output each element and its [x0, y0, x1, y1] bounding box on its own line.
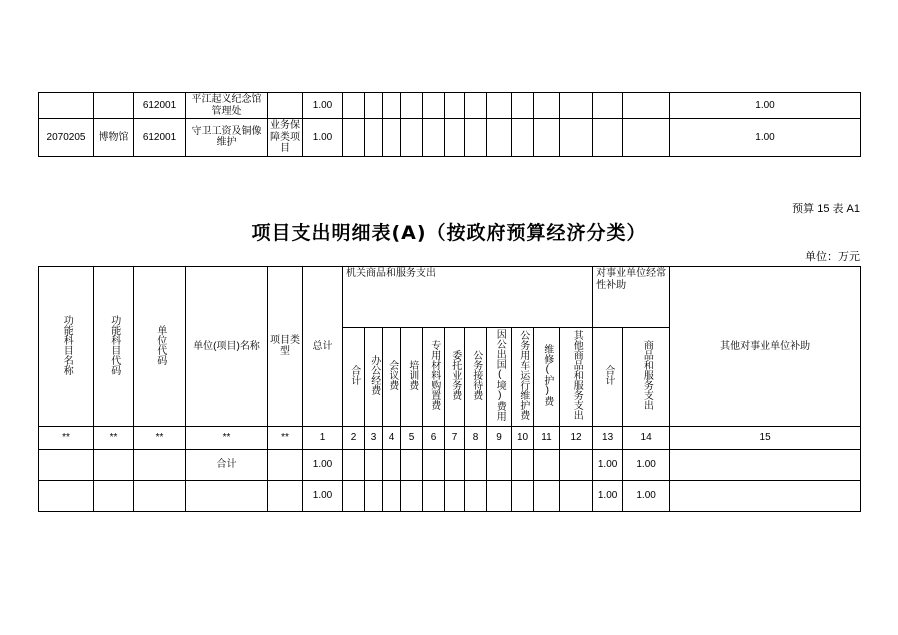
header-unit-code: 单位代码	[134, 267, 186, 427]
cell-empty	[534, 119, 560, 157]
page-title: 项目支出明细表(A)（按政府预算经济分类）	[251, 222, 647, 244]
cell-project-type: 业务保障类项目	[268, 119, 303, 157]
cell-total: 1.00	[303, 449, 343, 480]
cell-office-fee	[365, 449, 383, 480]
header-meeting-fee: 会议费	[383, 328, 401, 427]
cell-func-subject-code	[94, 480, 134, 511]
cell-office-fee	[365, 480, 383, 511]
colnum: 5	[401, 426, 423, 449]
cell-other-subsidy	[670, 480, 861, 511]
header-total: 总计	[303, 267, 343, 427]
cell-empty	[401, 119, 423, 157]
header-project-type: 项目类型	[268, 267, 303, 427]
column-number-row	[39, 426, 861, 449]
cell-func-subject-name	[39, 480, 94, 511]
header-func-subject-name: 功能科目名称	[39, 267, 94, 427]
header-other-subsidy: 其他对事业单位补助	[670, 267, 861, 427]
colnum: 6	[423, 426, 445, 449]
cell-unit-project-name	[186, 480, 268, 511]
header-subsidy-total: 合计	[593, 328, 623, 427]
header-vehicle-fee: 公务用车运行维护费	[512, 328, 534, 427]
colnum: 8	[465, 426, 487, 449]
header-subsidy-goods-services: 商品和服务支出	[623, 328, 670, 427]
cell-subsidy-goods-services: 1.00	[623, 449, 670, 480]
cell-empty	[512, 119, 534, 157]
header-group-subsidy: 对事业单位经常性补助	[593, 267, 670, 328]
cell-project-name: 守卫工资及铜像维护	[186, 119, 268, 157]
cell-special-material	[423, 449, 445, 480]
cell-func-subject-code	[94, 449, 134, 480]
cell-abroad-fee	[487, 480, 512, 511]
colnum: 4	[383, 426, 401, 449]
cell-total: 1.00	[303, 119, 343, 157]
cell-subsidy-total: 1.00	[593, 449, 623, 480]
cell-empty	[593, 93, 623, 119]
cell-special-material	[423, 480, 445, 511]
cell-last-col: 1.00	[670, 93, 861, 119]
colnum: 3	[365, 426, 383, 449]
cell-empty	[512, 93, 534, 119]
cell-empty	[593, 119, 623, 157]
header-special-material: 专用材料购置费	[423, 328, 445, 427]
cell-meeting-fee	[383, 449, 401, 480]
table-row	[39, 119, 861, 157]
cell-empty	[445, 93, 465, 119]
unit-label: 单位：万元	[805, 251, 860, 263]
colnum: 10	[512, 426, 534, 449]
cell-training-fee	[401, 449, 423, 480]
cell-empty	[445, 119, 465, 157]
project-expenditure-table	[38, 266, 861, 512]
header-official-reception: 公务接待费	[465, 328, 487, 427]
cell-official-reception	[465, 480, 487, 511]
cell-entrust-business	[445, 449, 465, 480]
colnum: 2	[343, 426, 365, 449]
cell-empty	[487, 93, 512, 119]
cell-sub-total	[343, 480, 365, 511]
cell-empty	[560, 119, 593, 157]
cell-unit-code: 612001	[134, 93, 186, 119]
cell-empty	[423, 93, 445, 119]
cell-sub-total	[343, 449, 365, 480]
header-group-row	[39, 267, 861, 328]
header-unit-project-name: 单位(项目)名称	[186, 267, 268, 427]
header-maintenance-fee: 维修(护)费	[534, 328, 560, 427]
colnum: 1	[303, 426, 343, 449]
cell-empty	[343, 93, 365, 119]
colnum: 15	[670, 426, 861, 449]
cell-meeting-fee	[383, 480, 401, 511]
cell-unit-code: 612001	[134, 119, 186, 157]
cell-other-goods-services	[560, 449, 593, 480]
cell-empty	[383, 93, 401, 119]
header-group-goods-services: 机关商品和服务支出	[343, 267, 593, 328]
cell-unit: 博物馆	[94, 119, 134, 157]
colnum: **	[134, 426, 186, 449]
header-other-goods-services: 其他商品和服务支出	[560, 328, 593, 427]
cell-vehicle-fee	[512, 449, 534, 480]
colnum: 14	[623, 426, 670, 449]
colnum: 11	[534, 426, 560, 449]
colnum: 13	[593, 426, 623, 449]
cell-empty	[487, 119, 512, 157]
cell-entrust-business	[445, 480, 465, 511]
cell-empty	[423, 119, 445, 157]
cell-unit-code	[134, 480, 186, 511]
colnum: 7	[445, 426, 465, 449]
cell-project-name: 平江起义纪念馆管理处	[186, 93, 268, 119]
cell-total: 1.00	[303, 93, 343, 119]
colnum: **	[94, 426, 134, 449]
cell-empty	[623, 93, 670, 119]
cell-other-subsidy	[670, 449, 861, 480]
cell-empty	[465, 119, 487, 157]
cell-subsidy-total: 1.00	[593, 480, 623, 511]
header-func-subject-code: 功能科目代码	[94, 267, 134, 427]
cell-maintenance-fee	[534, 449, 560, 480]
cell-empty	[560, 93, 593, 119]
header-abroad-fee: 因公出国(境)费用	[487, 328, 512, 427]
cell-empty	[365, 93, 383, 119]
table-row	[39, 480, 861, 511]
cell-vehicle-fee	[512, 480, 534, 511]
header-office-fee: 办公经费	[365, 328, 383, 427]
cell-func-code: 2070205	[39, 119, 94, 157]
header-entrust-business: 委托业务费	[445, 328, 465, 427]
cell-official-reception	[465, 449, 487, 480]
cell-training-fee	[401, 480, 423, 511]
header-training-fee: 培训费	[401, 328, 423, 427]
form-code: 预算 15 表 A1	[792, 203, 860, 215]
colnum: 9	[487, 426, 512, 449]
table-row	[39, 449, 861, 480]
colnum: **	[186, 426, 268, 449]
cell-last-col: 1.00	[670, 119, 861, 157]
cell-empty	[623, 119, 670, 157]
cell-project-type	[268, 480, 303, 511]
cell-func-code	[39, 93, 94, 119]
cell-empty	[534, 93, 560, 119]
cell-maintenance-fee	[534, 480, 560, 511]
cell-empty	[365, 119, 383, 157]
cell-func-subject-name	[39, 449, 94, 480]
cell-empty	[343, 119, 365, 157]
cell-unit	[94, 93, 134, 119]
cell-unit-project-name: 合计	[186, 449, 268, 480]
header-sub-total: 合计	[343, 328, 365, 427]
colnum: **	[268, 426, 303, 449]
top-partial-table	[38, 92, 861, 157]
cell-abroad-fee	[487, 449, 512, 480]
cell-other-goods-services	[560, 480, 593, 511]
cell-project-type	[268, 449, 303, 480]
cell-empty	[401, 93, 423, 119]
cell-project-type	[268, 93, 303, 119]
cell-subsidy-goods-services: 1.00	[623, 480, 670, 511]
cell-empty	[465, 93, 487, 119]
cell-unit-code	[134, 449, 186, 480]
colnum: 12	[560, 426, 593, 449]
table-row	[39, 93, 861, 119]
colnum: **	[39, 426, 94, 449]
cell-total: 1.00	[303, 480, 343, 511]
cell-empty	[383, 119, 401, 157]
